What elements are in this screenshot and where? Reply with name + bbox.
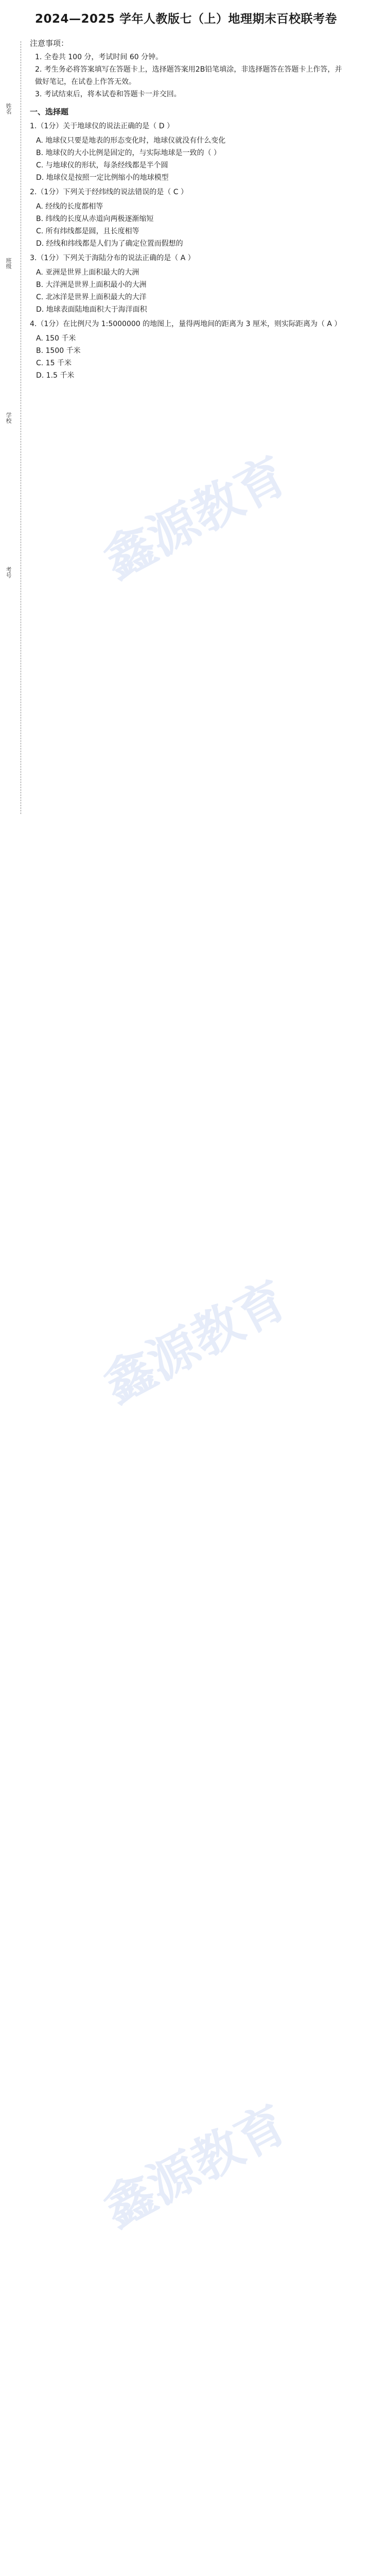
binding-label-school: 学校 — [5, 412, 12, 423]
watermark: 鑫源教育 — [95, 2094, 296, 2239]
instruction-item: 3. 考试结束后，将本试卷和答题卡一并交回。 — [35, 90, 181, 98]
binding-label-name: 姓名 — [5, 103, 12, 114]
question-option: A. 经线的长度都相等 — [36, 202, 103, 211]
question-option: B. 纬线的长度从赤道向两极逐渐缩短 — [36, 215, 154, 223]
exam-content — [30, 9, 359, 382]
binding-label-id: 考号 — [5, 567, 12, 578]
question-option: D. 地球仪是按照一定比例缩小的地球模型 — [36, 174, 169, 182]
question-option: A. 150 千米 — [36, 334, 76, 343]
binding-strip — [0, 41, 21, 814]
watermark: 鑫源教育 — [95, 1270, 296, 1414]
question-option: B. 1500 千米 — [36, 347, 81, 355]
question-option: D. 经线和纬线都是人们为了确定位置而假想的 — [36, 240, 183, 248]
question-option: B. 大洋洲是世界上面积最小的大洲 — [36, 281, 147, 289]
instructions-heading: 注意事项： — [30, 39, 69, 48]
question-stem: 4.（1分）在比例尺为 1:5000000 的地图上，量得两地间的距离为 3 厘米，则实际距离为（ A ） — [30, 320, 342, 328]
question-option: A. 地球仪只要是地表的形态变化时，地球仪就没有什么变化 — [36, 137, 226, 145]
watermark: 鑫源教育 — [95, 446, 296, 590]
instruction-item: 做好笔记，在试卷上作答无效。 — [35, 78, 136, 86]
question-option: B. 地球仪的大小比例是固定的，与实际地球是一致的（ ） — [36, 149, 221, 157]
page-title: 2024—2025 学年人教版七（上）地理期末百校联考卷 — [35, 12, 338, 26]
question-option: C. 15 千米 — [36, 359, 72, 367]
section-title: 一、选择题 — [30, 107, 69, 116]
question-option: D. 地球表面陆地面积大于海洋面积 — [36, 306, 147, 314]
question-option: A. 亚洲是世界上面积最大的大洲 — [36, 268, 139, 277]
question-stem: 3.（1分）下列关于海陆分布的说法正确的是（ A ） — [30, 254, 195, 262]
question-option: C. 北冰洋是世界上面积最大的大洋 — [36, 293, 147, 301]
question-option: C. 与地球仪的形状，每条经线都是半个圆 — [36, 161, 168, 170]
question-stem: 2.（1分）下列关于经纬线的说法错误的是（ C ） — [30, 188, 188, 196]
instruction-item: 1. 全卷共 100 分，考试时间 60 分钟。 — [35, 53, 163, 61]
binding-label-class: 班级 — [5, 258, 12, 269]
question-option: D. 1.5 千米 — [36, 371, 75, 380]
question-option: C. 所有纬线都是圆，且长度相等 — [36, 227, 139, 235]
instruction-item: 2. 考生务必将答案填写在答题卡上，选择题答案用2B铅笔填涂，非选择题答在答题卡上作答，并 — [35, 65, 342, 74]
question-stem: 1.（1分）关于地球仪的说法正确的是（ D ） — [30, 122, 174, 130]
